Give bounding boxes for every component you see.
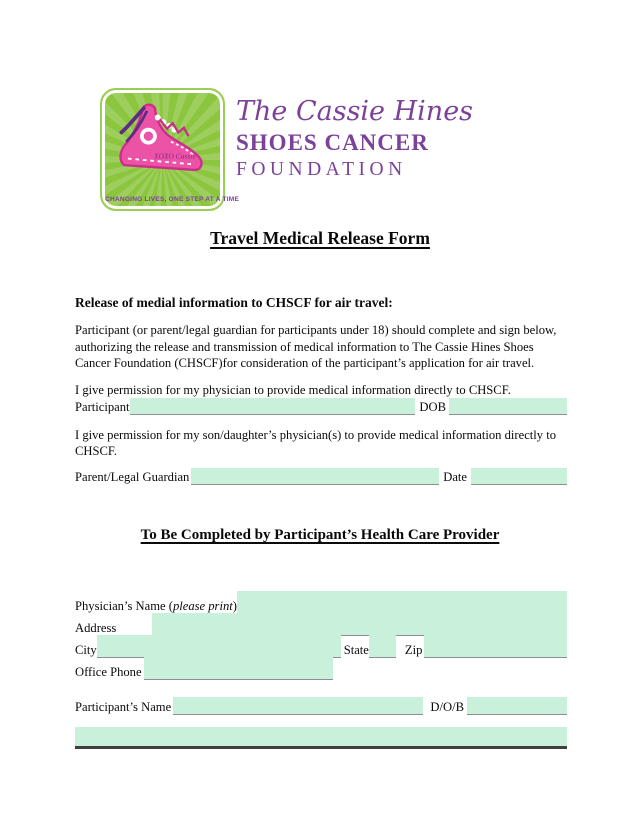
guardian-date-row xyxy=(75,466,567,485)
physician-name-label-close: ) xyxy=(232,599,237,613)
paragraph-line: Cancer Foundation (CHSCF)for consideration of the participant’s application for air travel. xyxy=(75,356,535,371)
office-phone-label: Office Phone xyxy=(75,665,142,679)
office-phone-field[interactable] xyxy=(144,657,333,680)
shoe-signature-text: XOXO Cassie xyxy=(154,151,196,161)
release-paragraph xyxy=(75,322,575,372)
address-label: Address xyxy=(75,621,117,635)
permission-statement-2 xyxy=(75,427,575,460)
chscf-logo xyxy=(100,88,240,211)
provider-form xyxy=(75,592,567,680)
participant-name-field[interactable] xyxy=(173,697,423,715)
participant-field[interactable] xyxy=(130,398,416,415)
guardian-label: Parent/Legal Guardian xyxy=(75,470,190,484)
participant-name-label: Participant’s Name xyxy=(75,700,172,714)
dob-label: DOB xyxy=(419,400,446,414)
bottom-wide-field[interactable] xyxy=(75,727,567,749)
permission2-line: CHSCF. xyxy=(75,444,118,459)
participant-label: Participant xyxy=(75,400,130,414)
participant-dob-row xyxy=(75,398,567,415)
guardian-field[interactable] xyxy=(191,468,439,485)
date-field[interactable] xyxy=(471,468,567,485)
foundation-wordmark xyxy=(236,95,473,182)
zip-label: Zip xyxy=(404,643,423,657)
state-label: State xyxy=(343,643,369,657)
physician-name-field[interactable] xyxy=(237,591,567,614)
pink-sneaker-icon xyxy=(109,97,214,181)
dob-field[interactable] xyxy=(449,398,567,415)
physician-name-row xyxy=(75,592,567,614)
zip-field[interactable] xyxy=(424,635,567,658)
address-field[interactable] xyxy=(119,613,567,636)
permission-statement-1: I give permission for my physician to provide medical information directly to CHSCF. xyxy=(75,383,511,397)
release-section-heading: Release of medial information to CHSCF for air travel: xyxy=(75,295,393,310)
wordmark-foundation: FOUNDATION xyxy=(236,159,407,180)
paragraph-line: authorizing the release and transmission of medical information to The Cassie Hines Shoes xyxy=(75,339,534,354)
city-field[interactable] xyxy=(97,635,341,658)
paragraph-line: Participant (or parent/legal guardian for participants under 18) should complete and sign below, xyxy=(75,323,557,337)
city-state-zip-row xyxy=(75,636,567,658)
participant-dob-label: D/O/B xyxy=(430,700,464,714)
office-phone-row xyxy=(75,658,567,680)
logo-tagline: CHANGING LIVES, ONE STEP AT A TIME xyxy=(105,196,240,203)
page-title: Travel Medical Release Form xyxy=(210,228,430,248)
date-label: Date xyxy=(443,470,467,484)
address-row xyxy=(75,614,567,636)
participant-name-dob-row xyxy=(75,697,567,715)
permission2-line: I give permission for my son/daughter’s physician(s) to provide medical information directly to xyxy=(75,428,557,442)
physician-name-label: Physician’s Name ( xyxy=(75,599,173,613)
city-label: City xyxy=(75,643,97,657)
provider-section-heading: To Be Completed by Participant’s Health Care Provider xyxy=(140,527,500,543)
wordmark-script-line: The Cassie Hines xyxy=(236,96,474,127)
wordmark-shoes-cancer: SHOES CANCER xyxy=(236,130,429,155)
state-field[interactable] xyxy=(369,635,396,658)
please-print-label: please print xyxy=(172,599,233,613)
participant-dob-field[interactable] xyxy=(467,697,567,715)
